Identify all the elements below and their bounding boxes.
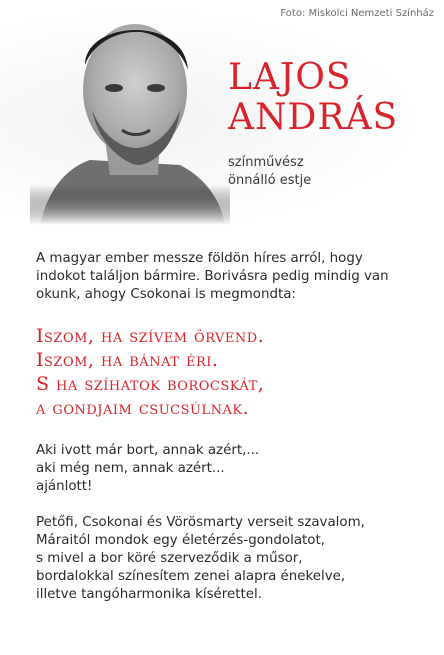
- program-line: s mivel a bor köré szerveződik a műsor,: [36, 551, 303, 566]
- title-block: [228, 58, 398, 190]
- poem-line: Iszom, ha bánat éri.: [36, 349, 219, 371]
- event-subtitle: [228, 154, 398, 190]
- toast-paragraph: [36, 442, 408, 496]
- performer-first-name: LAJOS: [228, 57, 352, 98]
- program-line: bordalokkal színesítem zenei alapra énekelve,: [36, 569, 346, 584]
- toast-line: aki még nem, annak azért...: [36, 461, 225, 476]
- program-line: Petőfi, Csokonai és Vörösmarty verseit szavalom,: [36, 515, 365, 530]
- program-line: illetve tangóharmonika kísérettel.: [36, 587, 262, 602]
- intro-line: A magyar ember messze földön híres arról, hogy: [36, 251, 363, 266]
- body-content: [36, 250, 408, 604]
- poem-line: S ha szíhatok borocskát,: [36, 373, 265, 395]
- intro-line: okunk, ahogy Csokonai is megmondta:: [36, 287, 296, 302]
- header-photo-area: [0, 0, 444, 225]
- subtitle-line: önnálló estje: [228, 173, 312, 188]
- performer-last-name: ANDRÁS: [228, 97, 399, 138]
- poem-line: Iszom, ha szívem örvend.: [36, 325, 265, 347]
- portrait-photo: [30, 0, 230, 225]
- intro-paragraph: [36, 250, 408, 304]
- toast-line: ajánlott!: [36, 479, 93, 494]
- toast-line: Aki ivott már bort, annak azért,...: [36, 443, 260, 458]
- photo-credit: Foto: Miskolci Nemzeti Színház: [280, 8, 434, 19]
- program-line: Máraitól mondok egy életérzés-gondolatot,: [36, 533, 325, 548]
- poem-line: a gondjaim csucsúlnak.: [36, 397, 250, 419]
- subtitle-line: színművész: [228, 155, 304, 170]
- intro-line: indokot találjon bármire. Borivásra pedig mindig van: [36, 269, 389, 284]
- program-paragraph: [36, 514, 408, 604]
- poem-quote: [36, 324, 408, 420]
